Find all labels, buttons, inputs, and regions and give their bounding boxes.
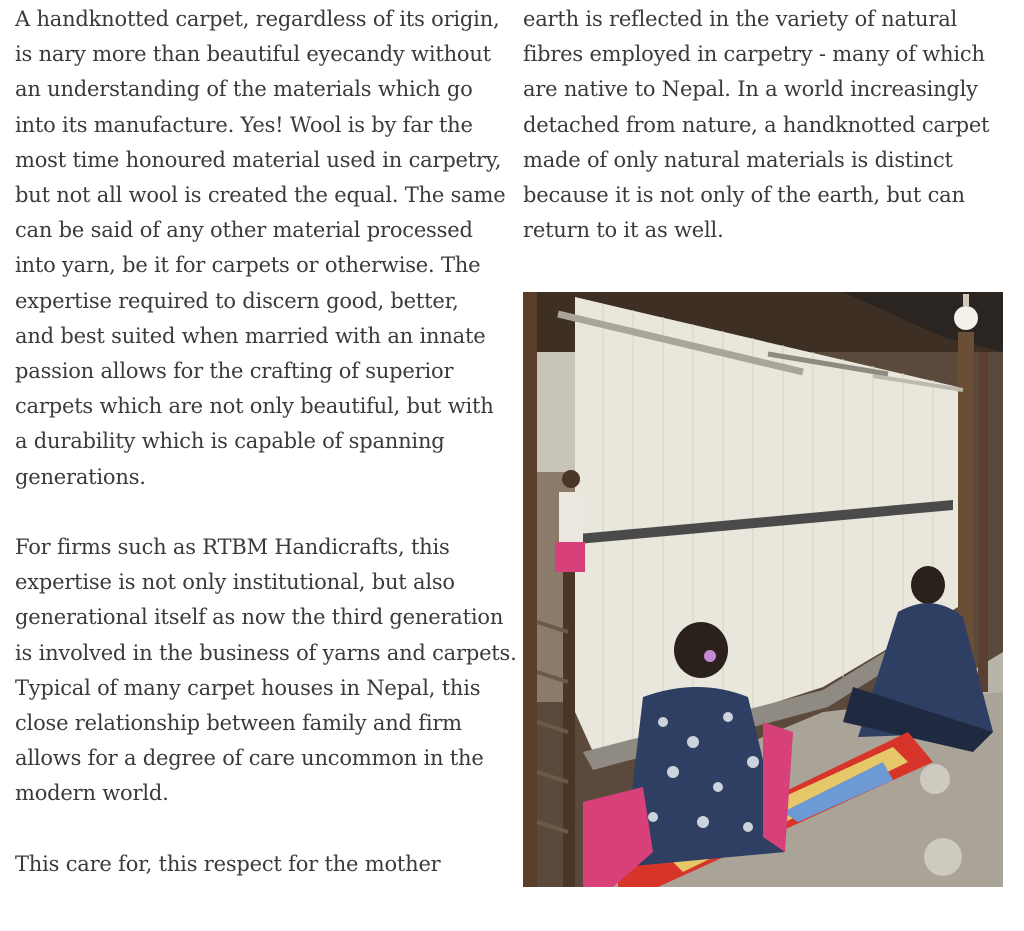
- text-line: made of only natural materials is distinct: [523, 147, 953, 172]
- text-line: For firms such as RTBM Handicrafts, this: [15, 535, 450, 560]
- left-column: [15, 2, 517, 917]
- text-line: and best suited when married with an innate: [15, 323, 486, 348]
- text-line: can be said of any other material processed: [15, 218, 473, 243]
- text-line: is involved in the business of yarns and carpets.: [15, 640, 517, 665]
- text-line: This care for, this respect for the mother: [15, 851, 441, 876]
- text-line: fibres employed in carpetry - many of which: [523, 42, 985, 67]
- text-line: detached from nature, a handknotted carpet: [523, 112, 990, 137]
- text-line: because it is not only of the earth, but can: [523, 183, 965, 208]
- text-line: into yarn, be it for carpets or otherwise. The: [15, 253, 481, 278]
- loom-weavers-photo: [523, 292, 1003, 887]
- text-line: A handknotted carpet, regardless of its origin,: [15, 7, 500, 31]
- text-line: a durability which is capable of spanning: [15, 429, 445, 454]
- paragraph-rtbm: [15, 530, 517, 812]
- text-line: but not all wool is created the equal. The same: [15, 183, 506, 208]
- text-line: modern world.: [15, 781, 169, 806]
- text-line: Typical of many carpet houses in Nepal, this: [15, 675, 481, 700]
- text-line: is nary more than beautiful eyecandy without: [15, 42, 491, 67]
- text-line: into its manufacture. Yes! Wool is by far the: [15, 112, 473, 137]
- text-line: most time honoured material used in carpetry,: [15, 147, 502, 172]
- text-line: allows for a degree of care uncommon in the: [15, 746, 484, 771]
- text-line: carpets which are not only beautiful, but with: [15, 394, 494, 419]
- text-line: are native to Nepal. In a world increasingly: [523, 77, 978, 102]
- text-line: close relationship between family and firm: [15, 711, 462, 736]
- text-line: return to it as well.: [523, 218, 724, 243]
- paragraph-care: [15, 847, 510, 882]
- paragraph-earth: [523, 2, 1013, 248]
- text-line: expertise is not only institutional, but also: [15, 570, 455, 595]
- text-line: generations.: [15, 464, 146, 489]
- right-column: [523, 2, 1013, 284]
- text-line: an understanding of the materials which go: [15, 77, 473, 102]
- text-line: generational itself as now the third generation: [15, 605, 504, 630]
- paragraph-materials: [15, 2, 510, 495]
- text-line: earth is reflected in the variety of natural: [523, 7, 958, 31]
- text-line: passion allows for the crafting of superior: [15, 359, 454, 384]
- text-line: expertise required to discern good, better,: [15, 288, 459, 313]
